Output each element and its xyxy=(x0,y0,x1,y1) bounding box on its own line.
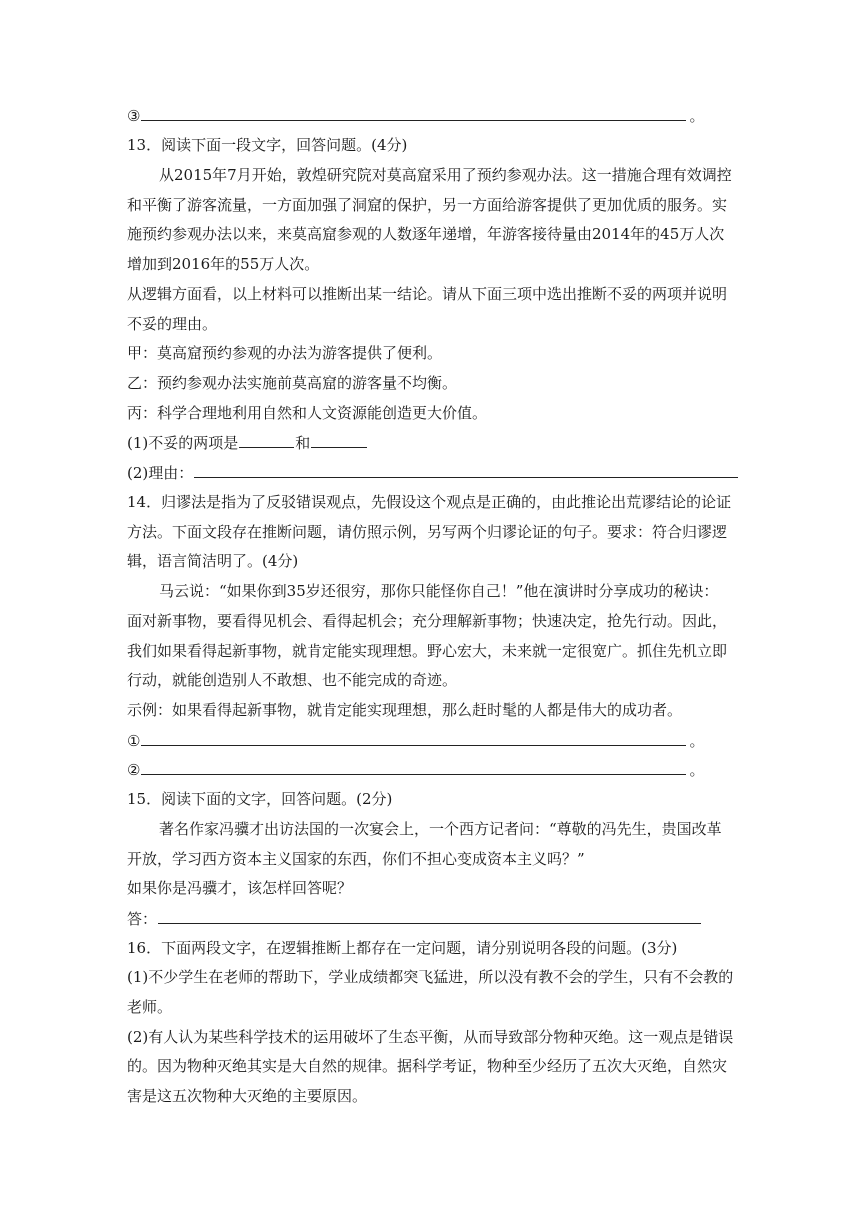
paragraph-line: 行动，就能创造别人不敢想、也不能完成的奇迹。 xyxy=(127,671,458,689)
prompt-line: 如果你是冯骥才，该怎样回答呢？ xyxy=(127,879,353,897)
paragraph-line: 老师。 xyxy=(127,998,173,1016)
paragraph-line: (2)有人认为某些科学技术的运用破坏了生态平衡，从而导致部分物种灭绝。这一观点是错误 xyxy=(127,1028,734,1046)
option-bing: 丙：科学合理地利用自然和人文资源能创造更大价值。 xyxy=(127,404,488,422)
question-14-heading: 14．归谬法是指为了反驳错误观点，先假设这个观点是正确的，由此推论出荒谬结论的论证 xyxy=(127,493,732,511)
question-13-heading: 13．阅读下面一段文字，回答问题。(4分) xyxy=(127,136,408,154)
answer-blank[interactable] xyxy=(158,907,701,924)
prompt-line: 方法。下面文段存在推断问题，请仿照示例，另写两个归谬论证的句子。要求：符合归谬逻 xyxy=(127,523,728,541)
answer-improper-items: (1)不妥的两项是 和 xyxy=(127,431,368,453)
example-line: 示例：如果看得起新事物，就肯定能实现理想，那么赶时髦的人都是伟大的成功者。 xyxy=(127,701,683,719)
question-16-heading: 16．下面两段文字，在逻辑推断上都存在一定问题，请分别说明各段的问题。(3分) xyxy=(127,939,678,957)
paragraph-line: (1)不少学生在老师的帮助下，学业成绩都突飞猛进，所以没有教不会的学生，只有不会教的 xyxy=(127,968,734,986)
paragraph-line: 面对新事物，要看得见机会、看得起机会；充分理解新事物；快速决定，抢先行动。因此， xyxy=(127,612,728,630)
answer-line: 答： xyxy=(127,907,702,929)
paragraph-line: 开放，学习西方资本主义国家的东西，你们不担心变成资本主义吗？” xyxy=(127,850,585,868)
answer-reason: (2)理由： xyxy=(127,461,739,483)
answer-line-3: ③ 。 xyxy=(127,104,704,126)
answer-blank[interactable] xyxy=(194,461,738,478)
answer-blank[interactable] xyxy=(141,104,686,121)
answer-blank[interactable] xyxy=(141,729,686,746)
answer-blank[interactable] xyxy=(311,431,367,448)
paragraph-line: 增加到2016年的55万人次。 xyxy=(127,255,320,273)
paragraph-line: 从2015年7月开始，敦煌研究院对莫高窟采用了预约参观办法。这一措施合理有效调控 xyxy=(159,166,732,184)
paragraph-line: 马云说：“如果你到35岁还很穷，那你只能怪你自己！”他在演讲时分享成功的秘诀： xyxy=(159,582,719,600)
option-jia: 甲：莫高窟预约参观的办法为游客提供了便利。 xyxy=(127,344,443,362)
paragraph-line: 的。因为物种灭绝其实是大自然的规律。据科学考证，物种至少经历了五次大灭绝，自然灾 xyxy=(127,1057,728,1075)
paragraph-line: 我们如果看得起新事物，就肯定能实现理想。野心宏大，未来就一定很宽广。抓住先机立即 xyxy=(127,642,728,660)
prompt-line: 不妥的理由。 xyxy=(127,315,218,333)
answer-line-1: ① 。 xyxy=(127,729,704,751)
paragraph-line: 害是这五次物种大灭绝的主要原因。 xyxy=(127,1087,368,1105)
answer-blank[interactable] xyxy=(141,758,686,775)
prompt-line: 辑，语言简洁明了。(4分) xyxy=(127,552,299,570)
prompt-line: 从逻辑方面看，以上材料可以推断出某一结论。请从下面三项中选出推断不妥的两项并说明 xyxy=(127,285,728,303)
paragraph-line: 施预约参观办法以来，来莫高窟参观的人数逐年递增，年游客接待量由2014年的45万人次 xyxy=(127,225,725,243)
question-15-heading: 15．阅读下面的文字，回答问题。(2分) xyxy=(127,790,393,808)
paragraph-line: 著名作家冯骥才出访法国的一次宴会上，一个西方记者问：“尊敬的冯先生，贵国改革 xyxy=(159,820,722,838)
answer-blank[interactable] xyxy=(239,431,294,448)
option-yi: 乙：预约参观办法实施前莫高窟的游客量不均衡。 xyxy=(127,374,458,392)
paragraph-line: 和平衡了游客流量，一方面加强了洞窟的保护，另一方面给游客提供了更加优质的服务。实 xyxy=(127,196,728,214)
answer-line-2: ② 。 xyxy=(127,758,704,780)
